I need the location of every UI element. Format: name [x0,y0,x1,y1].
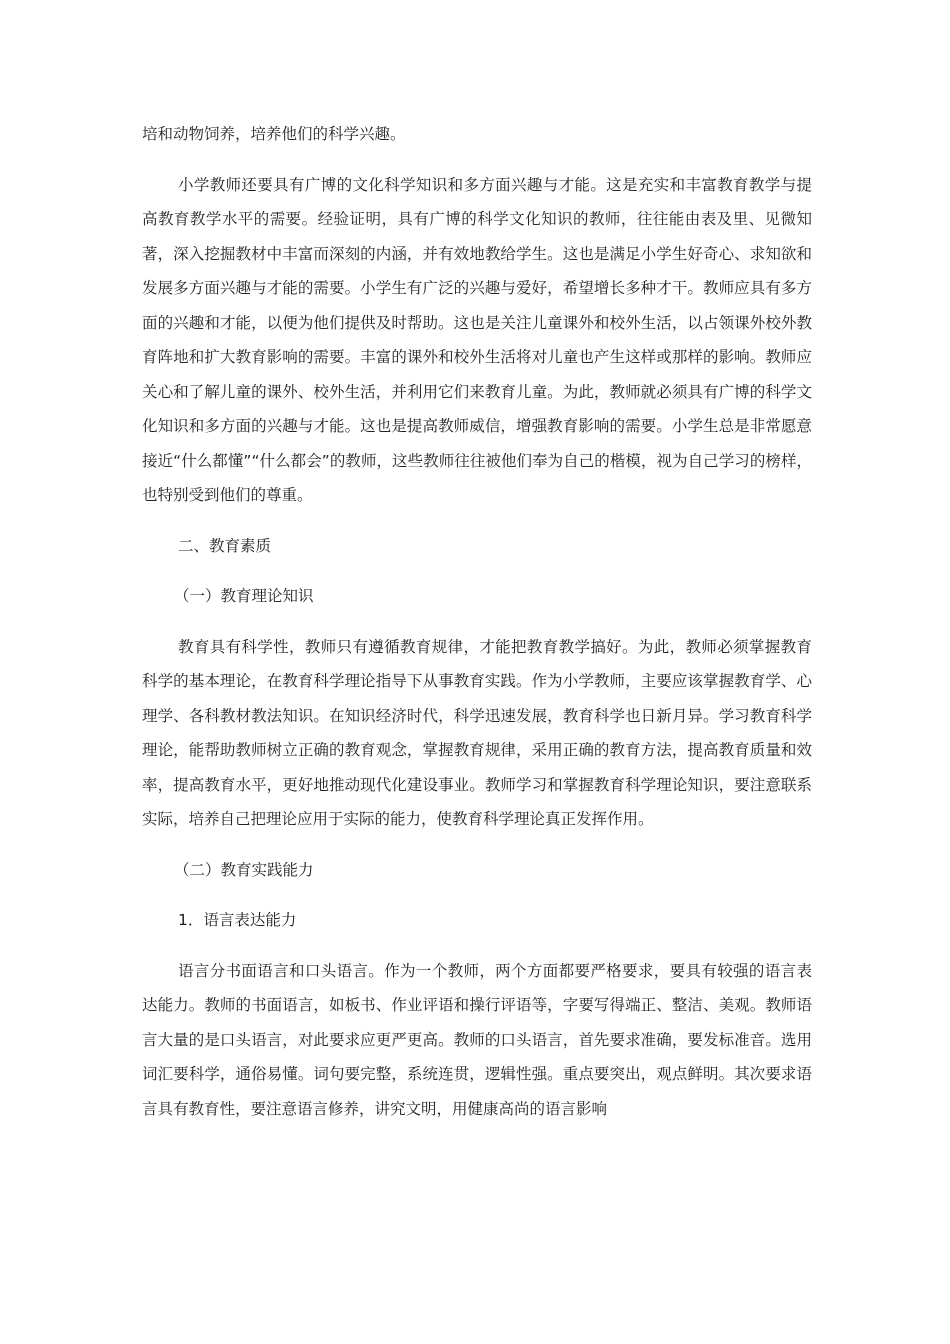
paragraph-language-expression: 语言分书面语言和口头语言。作为一个教师，两个方面都要严格要求，要具有较强的语言表达能力。教师的书面语言，如板书、作业评语和操行评语等，字要写得端正、整洁、美观。教师语言大量的是口头语言，对此要求应更严更高。教师的口头语言，首先要求准确，要发标准音。选用词汇要科学，通俗易懂。词句要完整，系统连贯，逻辑性强。重点要突出，观点鲜明。其次要求语言具有教育性，要注意语言修养，讲究文明，用健康高尚的语言影响 [142,961,812,1118]
paragraph-theory-knowledge: 教育具有科学性，教师只有遵循教育规律，才能把教育教学搞好。为此，教师必须掌握教育科学的基本理论，在教育科学理论指导下从事教育实践。作为小学教师，主要应该掌握教育学、心理学、各科教材教法知识。在知识经济时代，科学迅速发展，教育科学也日新月异。学习教育科学理论，能帮助教师树立正确的教育观念，掌握教育规律，采用正确的教育方法，提高教育质量和效率，提高教育水平，更好地推动现代化建设事业。教师学习和掌握教育科学理论知识，要注意联系实际，培养自己把理论应用于实际的能力，使教育科学理论真正发挥作用。 [142,637,812,828]
subsection-heading-theory-knowledge: （一）教育理论知识 [174,587,314,605]
section-heading-education-quality: 二、教育素质 [178,536,272,555]
paragraph-broad-knowledge: 小学教师还要具有广博的文化科学知识和多方面兴趣与才能。这是充实和丰富教育教学与提高教育教学水平的需要。经验证明，具有广博的科学文化知识的教师，往往能由表及里、见微知著，深入挖掘教材中丰富而深刻的内涵，并有效地教给学生。这也是满足小学生好奇心、求知欲和发展多方面兴趣与才能的需要。小学生有广泛的兴趣与爱好，希望增长多种才干。教师应具有多方面的兴趣和才能，以便为他们提供及时帮助。这也是关注儿童课外和校外生活，以占领课外校外教育阵地和扩大教育影响的需要。丰富的课外和校外生活将对儿童也产生这样或那样的影响。教师应关心和了解儿童的课外、校外生活，并利用它们来教育儿童。为此，教师就必须具有广博的科学文化知识和多方面的兴趣与才能。这也是提高教师威信，增强教育影响的需要。小学生总是非常愿意接近“什么都懂”“什么都会”的教师，这些教师往往被他们奉为自己的楷模，视为自己学习的榜样，也特别受到他们的尊重。 [142,175,812,504]
document-body [142,117,812,1142]
item-heading-language-expression: 1．语言表达能力 [178,911,297,929]
paragraph-continuation: 培和动物饲养，培养他们的科学兴趣。 [142,125,406,143]
subsection-heading-practice-ability: （二）教育实践能力 [174,860,314,879]
